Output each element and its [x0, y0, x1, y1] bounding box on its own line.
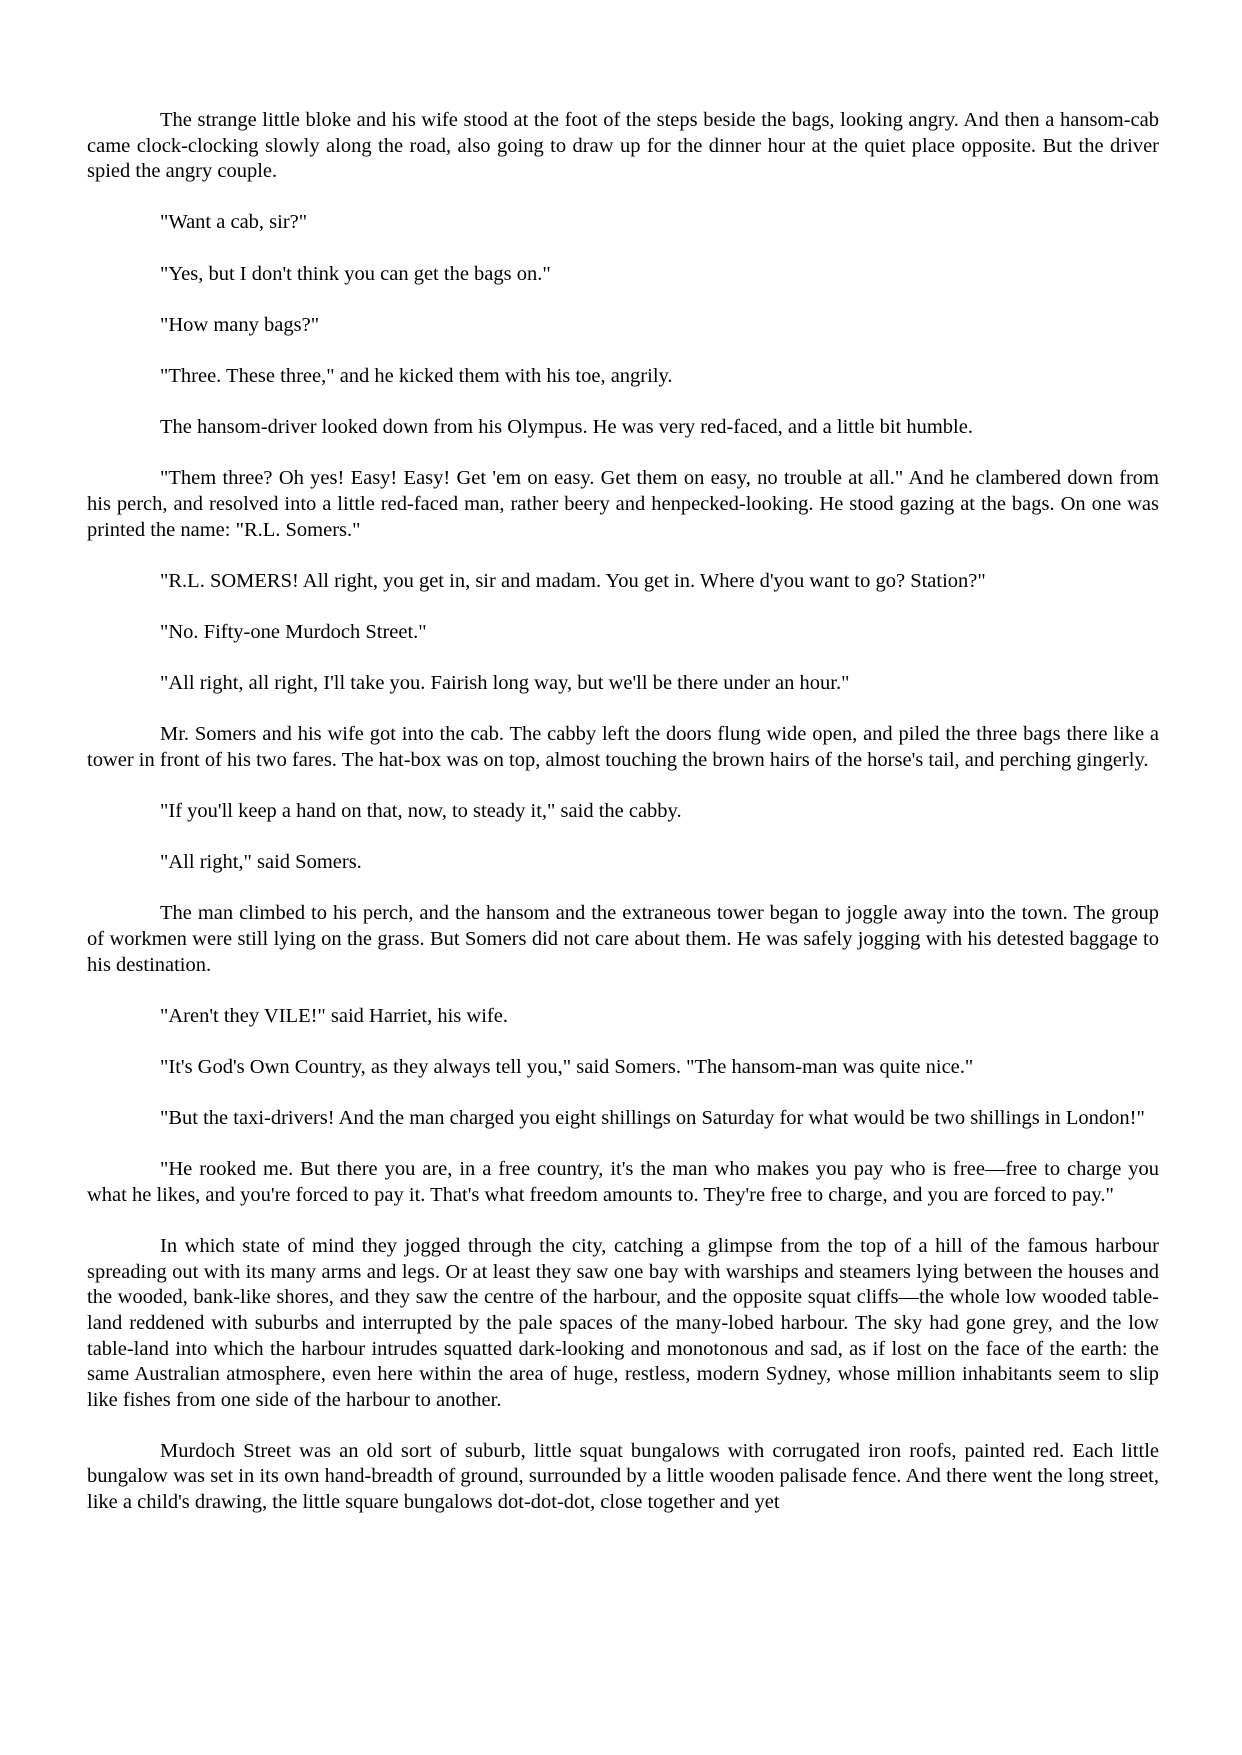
paragraph-17: "But the taxi-drivers! And the man charged you eight shillings on Saturday for what would be two shillings in London!" — [160, 1107, 1145, 1130]
paragraph-12: "If you'll keep a hand on that, now, to steady it," said the cabby. — [160, 800, 682, 823]
paragraph-6: The hansom-driver looked down from his Olympus. He was very red-faced, and a little bit humble. — [160, 416, 973, 439]
paragraph-7: "Them three? Oh yes! Easy! Easy! Get 'em on easy. Get them on easy, no trouble at all." And he clambered down from his perch, and resolved into a little red-faced man, rather beery and henpecked-looking. He stood gazing at the bags. On one was printed the name: "R.L. Somers." — [87, 467, 1159, 541]
paragraph-4: "How many bags?" — [160, 313, 320, 336]
paragraph-3: "Yes, but I don't think you can get the bags on." — [160, 262, 551, 285]
document-page — [87, 108, 1159, 1516]
paragraph-2: "Want a cab, sir?" — [160, 211, 308, 234]
paragraph-19: In which state of mind they jogged through the city, catching a glimpse from the top of a hill of the famous harbour spreading out with its many arms and legs. Or at least they saw one bay with warships and steamers lying between the houses and the wooded, bank-like shores, and they saw the centre of the harbour, and the opposite squat cliffs—the whole low wooded table-land reddened with suburbs and interrupted by the pale spaces of the many-lobed harbour. The sky had gone grey, and the low table-land into which the harbour intrudes squatted dark-looking and monotonous and sad, as if lost on the face of the earth: the same Australian atmosphere, even here within the area of huge, restless, modern Sydney, whose million inhabitants seem to slip like fishes from one side of the harbour to another. — [87, 1235, 1159, 1411]
paragraph-5: "Three. These three," and he kicked them with his toe, angrily. — [160, 364, 673, 387]
paragraph-10: "All right, all right, I'll take you. Fairish long way, but we'll be there under an hour." — [160, 672, 850, 695]
paragraph-9: "No. Fifty-one Murdoch Street." — [160, 620, 427, 643]
paragraph-15: "Aren't they VILE!" said Harriet, his wife. — [160, 1004, 508, 1027]
paragraph-18: "He rooked me. But there you are, in a free country, it's the man who makes you pay who is free—free to charge you what he likes, and you're forced to pay it. That's what freedom amounts to. They're free to charge, and you are forced to pay." — [87, 1158, 1159, 1206]
paragraph-16: "It's God's Own Country, as they always tell you," said Somers. "The hansom-man was quite nice." — [160, 1055, 974, 1078]
paragraph-8: "R.L. SOMERS! All right, you get in, sir and madam. You get in. Where d'you want to go? Station?" — [160, 569, 986, 592]
paragraph-11: Mr. Somers and his wife got into the cab. The cabby left the doors flung wide open, and piled the three bags there like a tower in front of his two fares. The hat-box was on top, almost touching the brown hairs of the horse's tail, and perching gingerly. — [87, 723, 1159, 771]
paragraph-14: The man climbed to his perch, and the hansom and the extraneous tower began to joggle away into the town. The group of workmen were still lying on the grass. But Somers did not care about them. He was safely jogging with his detested baggage to his destination. — [87, 902, 1159, 976]
paragraph-13: "All right," said Somers. — [160, 851, 362, 874]
paragraph-20: Murdoch Street was an old sort of suburb, little squat bungalows with corrugated iron roofs, painted red. Each little bungalow was set in its own hand-breadth of ground, surrounded by a little wooden palisade fence. And there went the long street, like a child's drawing, the little square bungalows dot-dot-dot, close together and yet — [87, 1439, 1159, 1514]
paragraph-1: The strange little bloke and his wife stood at the foot of the steps beside the bags, looking angry. And then a hansom-cab came clock-clocking slowly along the road, also going to draw up for the dinner hour at the quiet place opposite. But the driver spied the angry couple. — [87, 109, 1159, 183]
